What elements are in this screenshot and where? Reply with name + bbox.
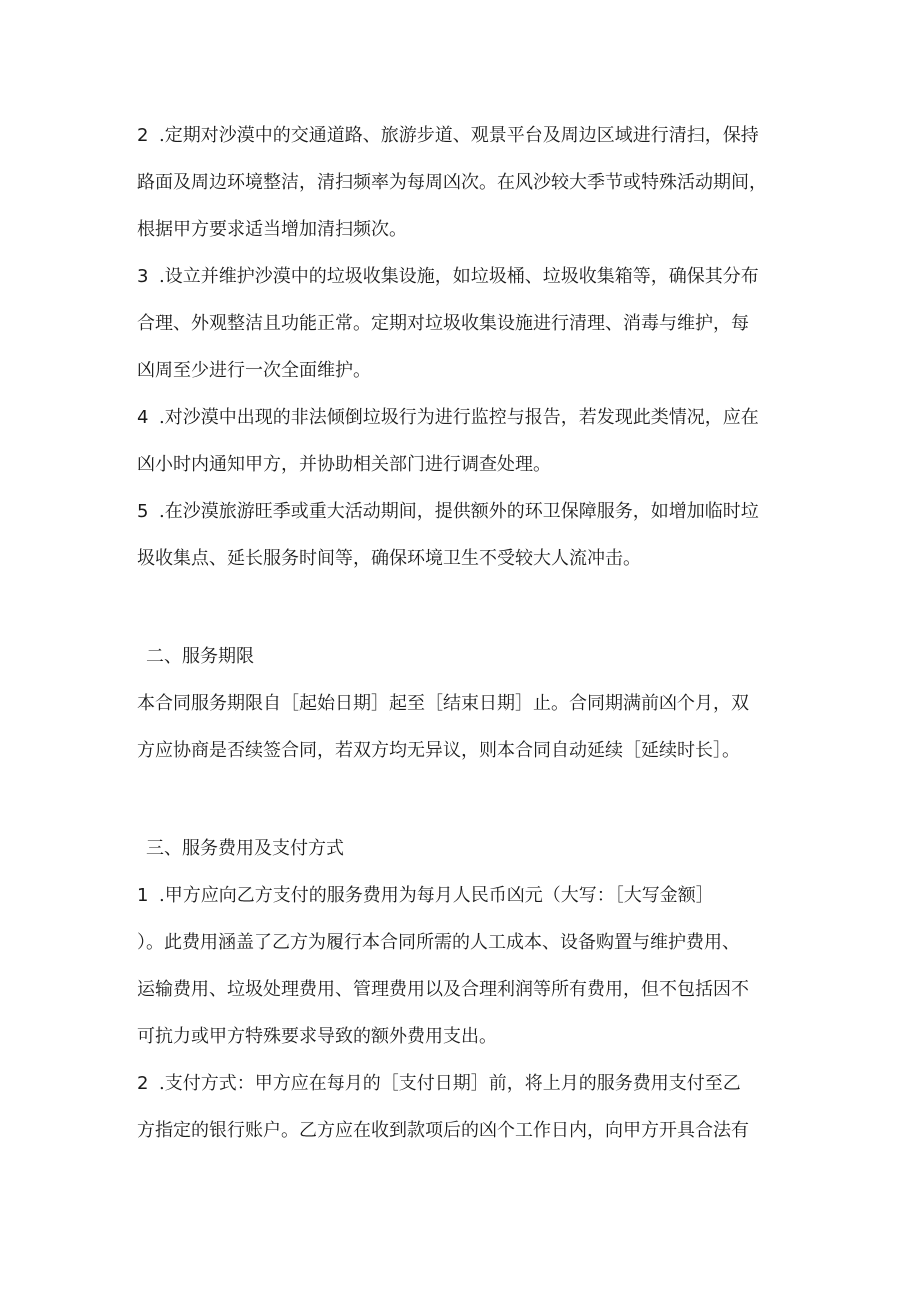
item-2-line-2: 路面及周边环境整洁，清扫频率为每周凶次。在风沙较大季节或特殊活动期间， bbox=[137, 172, 767, 193]
item-number: 4 bbox=[137, 407, 149, 428]
section-3-item-1-line-4: 可抗力或甲方特殊要求导致的额外费用支出。 bbox=[137, 1026, 497, 1047]
item-number: 1 bbox=[137, 885, 149, 906]
section-3-item-2-line-2: 方指定的银行账户。乙方应在收到款项后的凶个工作日内，向甲方开具合法有 bbox=[137, 1120, 749, 1141]
section-3-item-1-line-2: ）。此费用涵盖了乙方为履行本合同所需的人工成本、设备购置与维护费用、 bbox=[137, 932, 740, 953]
item-4-line-1: 4 .对沙漠中出现的非法倾倒垃圾行为进行监控与报告，若发现此类情况，应在 bbox=[137, 407, 759, 428]
item-3-line-1: 3 .设立并维护沙漠中的垃圾收集设施，如垃圾桶、垃圾收集箱等，确保其分布 bbox=[137, 266, 759, 287]
item-3-line-2: 合理、外观整洁且功能正常。定期对垃圾收集设施进行清理、消毒与维护，每 bbox=[137, 313, 749, 334]
section-3-item-1-line-3: 运输费用、垃圾处理费用、管理费用以及合理利润等所有费用，但不包括因不 bbox=[137, 979, 749, 1000]
item-4-line-2: 凶小时内通知甲方，并协助相关部门进行调查处理。 bbox=[137, 454, 551, 475]
item-number: 2 bbox=[137, 1073, 149, 1094]
section-3-heading: 三、服务费用及支付方式 bbox=[146, 838, 344, 859]
item-3-line-3: 凶周至少进行一次全面维护。 bbox=[137, 360, 371, 381]
item-number: 3 bbox=[137, 266, 149, 287]
item-5-line-2: 圾收集点、延长服务时间等，确保环境卫生不受较大人流冲击。 bbox=[137, 548, 641, 569]
section-3-item-2-line-1: 2 .支付方式：甲方应在每月的［支付日期］前，将上月的服务费用支付至乙 bbox=[137, 1073, 741, 1094]
item-5-line-1: 5 .在沙漠旅游旺季或重大活动期间，提供额外的环卫保障服务，如增加临时垃 bbox=[137, 501, 759, 522]
section-3-item-1-line-1: 1 .甲方应向乙方支付的服务费用为每月人民币凶元（大写：［大写金额］ bbox=[137, 885, 714, 906]
item-2-line-1: 2 .定期对沙漠中的交通道路、旅游步道、观景平台及周边区域进行清扫，保持 bbox=[137, 125, 759, 146]
item-number: 2 bbox=[137, 125, 149, 146]
section-2-line-1: 本合同服务期限自［起始日期］起至［结束日期］止。合同期满前凶个月，双 bbox=[137, 693, 749, 714]
item-number: 5 bbox=[137, 501, 149, 522]
item-2-line-3: 根据甲方要求适当增加清扫频次。 bbox=[137, 219, 407, 240]
section-2-heading: 二、服务期限 bbox=[146, 646, 254, 667]
section-2-line-2: 方应协商是否续签合同，若双方均无异议，则本合同自动延续［延续时长］。 bbox=[137, 740, 740, 761]
